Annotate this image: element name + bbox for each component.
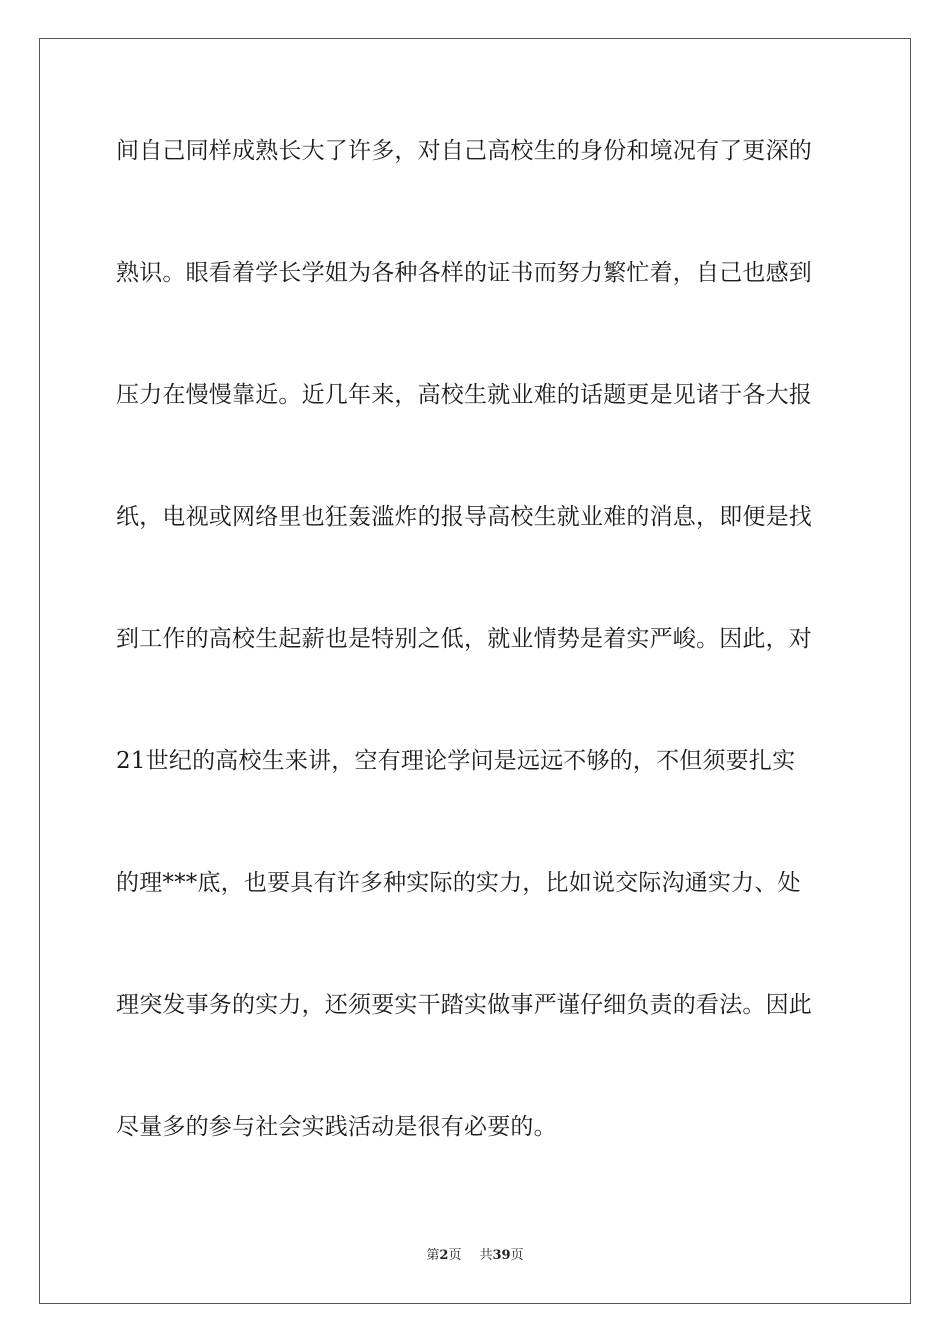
text-line: 间自己同样成熟长大了许多，对自己高校生的身份和境况有了更深的 [116,138,812,164]
text-line: 熟识。眼看着学长学姐为各种各样的证书而努力繁忙着，自己也感到 [116,260,812,286]
text-line: 压力在慢慢靠近。近几年来，高校生就业难的话题更是见诸于各大报 [116,382,812,408]
text-line: 理突发事务的实力，还须要实干踏实做事严谨仔细负责的看法。因此 [116,992,812,1018]
text-line: 尽量多的参与社会实践活动是很有必要的。 [116,1114,557,1140]
total-suffix: 页 [510,1248,524,1263]
text-line: 21世纪的高校生来讲，空有理论学问是远远不够的，不但须要扎实 [116,748,796,774]
page-suffix: 页 [448,1248,462,1263]
page-number: 2 [439,1248,449,1263]
text-line: 的理***底，也要具有许多种实际的实力，比如说交际沟通实力、处 [116,870,801,896]
page-prefix: 第 [426,1248,440,1263]
total-prefix: 共 [479,1248,493,1263]
text-line: 到工作的高校生起薪也是特别之低，就业情势是着实严峻。因此，对 [116,626,812,652]
total-pages: 39 [492,1248,511,1263]
text-line: 纸，电视或网络里也狂轰滥炸的报导高校生就业难的消息，即便是找 [116,504,812,530]
page-footer [0,1247,950,1265]
